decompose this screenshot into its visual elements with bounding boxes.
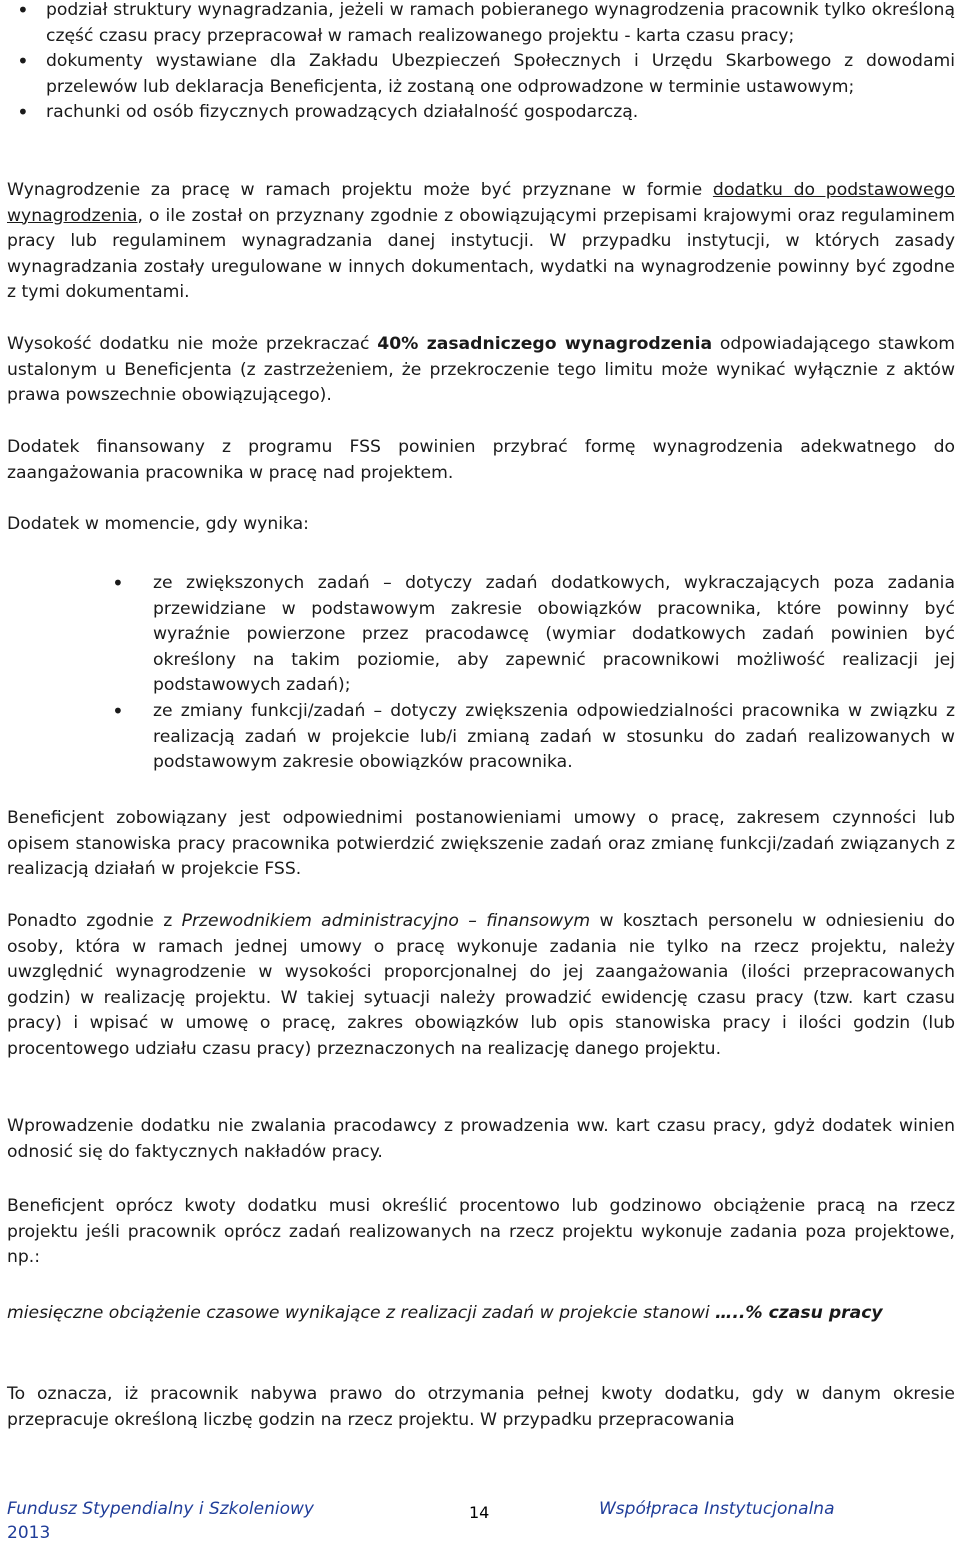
paragraph-fss: Dodatek finansowany z programu FSS powinien przybrać formę wynagrodzenia adekwatnego do zaangażowania pracownika w pracę nad projektem. <box>7 437 955 483</box>
list-item: • ze zwiększonych zadań – dotyczy zadań dodatkowych, wykraczających poza zadania przewidziane w podstawowym zakresie obowiązków pracownika, które powinny być wyraźnie powierzone przez pracodawcę (wymiar dodatkowych zadań powinien być określony na takim poziomie, aby zapewnić pracownikowi możliwość realizacji jej podstawowych zadań); <box>7 571 955 699</box>
text: w kosztach personelu w odniesieniu do osoby, która w ramach jednej umowy o pracę wykonuje zadania nie tylko na rzecz projektu, należy uwzględnić wynagrodzenie w wysokości proporcjonalnej do jej zaangażowania (ilości przepracowanych godzin) w realizację projektu. W takiej sytuacji należy prowadzić ewidencję czasu pracy (tzw. kart czasu pracy) i wpisać w umowę o pracę, zakres obowiązków lub opis stanowiska pracy i ilości godzin (lub procentowego udziału czasu pracy) przeznaczonych na realizację danego projektu. <box>7 911 955 1059</box>
paragraph-miesieczne <box>7 1301 955 1327</box>
paragraph-ponadto <box>7 909 955 1063</box>
paragraph-beneficjent: Beneficjent zobowiązany jest odpowiednimi postanowieniami umowy o pracę, zakresem czynności lub opisem stanowiska pracy pracownika potwierdzić zwiększenie zadań oraz zmianę funkcji/zadań związanych z realizacją działań w projekcie FSS. <box>7 808 955 880</box>
bold-text: 40% zasadniczego wynagrodzenia <box>377 334 713 354</box>
bold-italic-text: …..% czasu pracy <box>715 1303 883 1323</box>
text: Wysokość dodatku nie może przekraczać <box>7 334 378 354</box>
footer-year: 2013 <box>7 1523 51 1543</box>
text: odpowiadającego stawkom ustalonym u Beneficjenta (z zastrzeżeniem, że przekroczenie tego limitu może wynikać wyłącznie z aktów prawa powszechnie obowiązującego). <box>7 334 955 406</box>
paragraph-wprowadzenie: Wprowadzenie dodatku nie zwalania pracodawcy z prowadzenia ww. kart czasu pracy, gdyż dodatek winien odnosić się do faktycznych nakładów pracy. <box>7 1116 955 1162</box>
list-item: • rachunki od osób fizycznych prowadzących działalność gospodarczą. <box>7 100 955 126</box>
list-item: • ze zmiany funkcji/zadań – dotyczy zwiększenia odpowiedzialności pracownika w związku z realizacją zadań w projekcie lub/i zmianą zadań w stosunku do zadań realizowanych w podstawowym zakresie obowiązków pracownika. <box>7 699 955 776</box>
paragraph-wynagrodzenie <box>7 178 955 306</box>
italic-text: miesięczne obciążenie czasowe wynikające z realizacji zadań w projekcie stanowi <box>7 1303 716 1323</box>
paragraph-wysokosc <box>7 332 955 409</box>
paragraph-momencie: Dodatek w momencie, gdy wynika: <box>7 514 309 534</box>
conditions-list <box>7 571 955 776</box>
text: Ponadto zgodnie z <box>7 911 182 931</box>
italic-text: Przewodnikiem administracyjno – finansowym <box>181 911 591 931</box>
footer-program-name <box>7 1497 314 1545</box>
page-number: 14 <box>469 1503 490 1522</box>
list-item: • dokumenty wystawiane dla Zakładu Ubezpieczeń Społecznych i Urzędu Skarbowego z dowodami przelewów lub deklaracja Beneficjenta, iż zostaną one odprowadzone w terminie ustawowym; <box>7 49 955 100</box>
text: Wynagrodzenie za pracę w ramach projektu może być przyznane w formie <box>7 180 713 200</box>
paragraph-kwoty: Beneficjent oprócz kwoty dodatku musi określić procentowo lub godzinowo obciążenie pracą na rzecz projektu jeśli pracownik oprócz zadań realizowanych na rzecz projektu wykonuje zadania poza projektowe, np.: <box>7 1196 955 1268</box>
underlined-text: dodatku do podstawowego wynagrodzenia <box>7 180 955 226</box>
paragraph-oznacza: To oznacza, iż pracownik nabywa prawo do otrzymania pełnej kwoty dodatku, gdy w danym okresie przepracuje określoną liczbę godzin na rzecz projektu. W przypadku przepracowania <box>7 1384 955 1430</box>
requirements-list <box>7 0 955 126</box>
text: , o ile został on przyznany zgodnie z obowiązującymi przepisami krajowymi oraz regulaminem pracy lub regulaminem wynagradzania danej instytucji. W przypadku instytucji, w których zasady wynagradzania zostały uregulowane w innych dokumentach, wydatki na wynagrodzenie powinny być zgodne z tymi dokumentami. <box>7 205 955 303</box>
footer-section-name: Współpraca Instytucjonalna <box>599 1499 835 1519</box>
list-item: • podział struktury wynagradzania, jeżeli w ramach pobieranego wynagrodzenia pracownik tylko określoną część czasu pracy przepracował w ramach realizowanego projektu - karta czasu pracy; <box>7 0 955 49</box>
footer-program-title: Fundusz Stypendialny i Szkoleniowy <box>7 1499 314 1519</box>
